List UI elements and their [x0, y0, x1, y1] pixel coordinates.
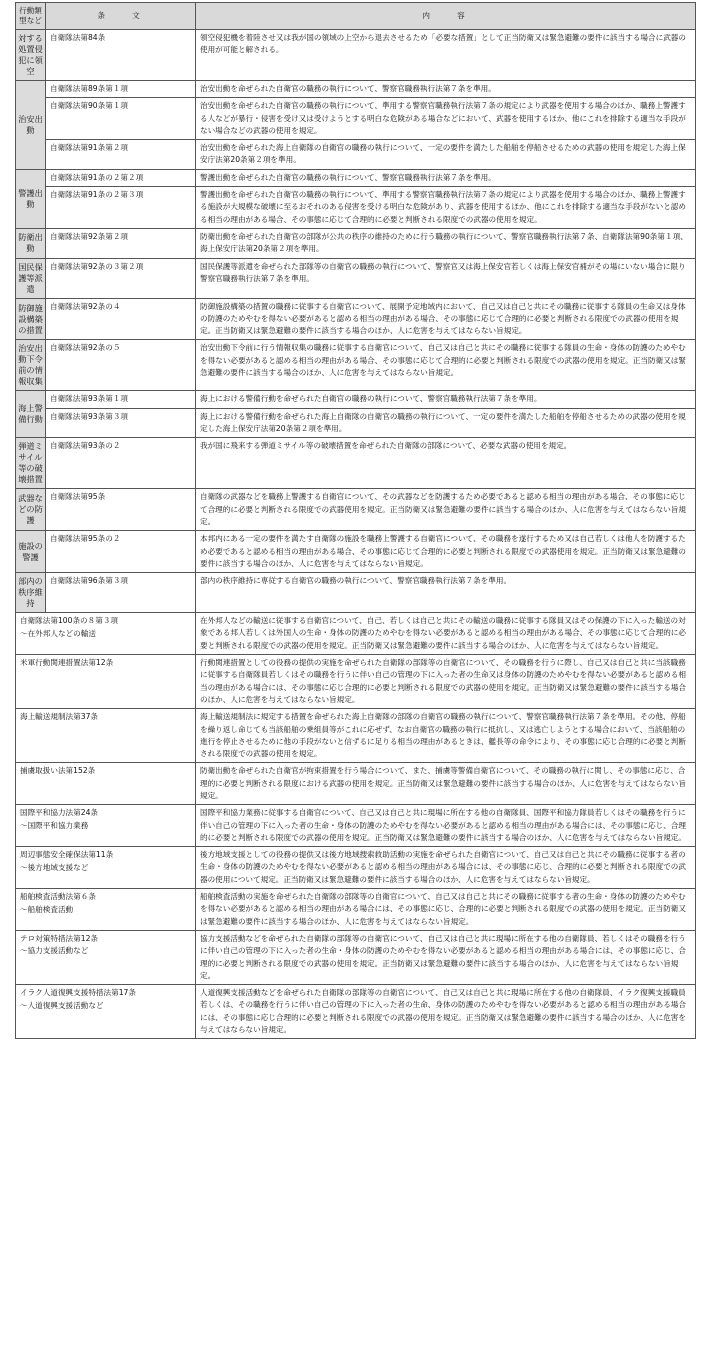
content-cell: 海上における警備行動を命ぜられた自衛官の職務の執行について、警察官職務執行法第７条を準用。	[196, 391, 696, 408]
weapons-use-table	[15, 2, 696, 1039]
category-cell: 対する処置侵犯に領空	[16, 30, 46, 81]
content-cell: 治安出動を命ぜられた自衛官の職務の執行について、警察官職務執行法第７条を準用。	[196, 81, 696, 98]
category-cell: 防衛出動	[16, 228, 46, 258]
category-cell: 部内の秩序維持	[16, 573, 46, 613]
table-row	[16, 889, 696, 931]
table-row	[16, 489, 696, 531]
table-row	[16, 613, 696, 655]
article-cell: 国際平和協力法第24条 ～国際平和協力業務	[16, 805, 196, 847]
table-row	[16, 258, 696, 298]
article-cell: 自衛隊法第92条の４	[46, 298, 196, 340]
content-cell: 海上輸送規制法に規定する措置を命ぜられた海上自衛隊の部隊の自衛官の職務の執行について、警察官職務執行法第７条を準用。その他、停船を繰り返し命じても当該船舶の乗組員等がこれに応ぜず、なお自衛官の職務の執行に抵抗し、又は逃亡しようとする場合において、当該船舶の進行を停止させるために他の手段がないと信ずるに足りる相当の理由があるときは、艦長等の命令により、その事態に応じ合理的に必要と判断される限度での武器の使用を規定。	[196, 709, 696, 763]
table-row	[16, 847, 696, 889]
table-body	[16, 30, 696, 1039]
article-cell: 自衛隊法第84条	[46, 30, 196, 81]
table-row	[16, 298, 696, 340]
article-cell: イラク人道復興支援特措法第17条 ～人道復興支援活動など	[16, 985, 196, 1039]
article-cell: 海上輸送規制法第37条	[16, 709, 196, 763]
category-cell: 治安出動	[16, 81, 46, 170]
content-cell: 自衛隊の武器などを職務上警護する自衛官について、その武器などを防護するため必要であると認める相当の理由がある場合、その事態に応じて合理的に必要と判断される限度での武器使用を規定。正当防衛又は緊急避難の要件に該当する場合のほか、人に危害を与えてはならない旨規定。	[196, 489, 696, 531]
article-cell: 自衛隊法第95条	[46, 489, 196, 531]
article-cell: 自衛隊法第93条第１項	[46, 391, 196, 408]
content-cell: 行動関連措置としての役務の提供の実施を命ぜられた自衛隊の部隊等の自衛官について、その職務を行うに際し、自己又は自己と共に当該職務に従事する自衛隊員若しくはその職務を行うに伴い自己の管理の下に入った者の生命又は身体の防護のためやむを得ない必要があると認める相当の理由がある場合には、その事態に応じ合理的に必要と判断される限度での武器の使用を規定。正当防衛又は緊急避難の要件に該当する場合のほか、人に危害を与えてはならない旨規定。	[196, 655, 696, 709]
category-cell: 治安出動下令前の情報収集	[16, 340, 46, 391]
content-cell: 人道復興支援活動などを命ぜられた自衛隊の部隊等の自衛官について、自己又は自己と共に現場に所在する他の自衛隊員、イラク復興支援職員若しくは、その職務を行うに伴い自己の管理の下に入った者の生命、身体の防護のためやむを得ない必要があると認める相当の理由がある場合には、その事態に応じ合理的に必要と判断される限度での武器の使用を規定。正当防衛又は緊急避難の要件に該当する場合のほか、人に危害を与えてはならない旨規定。	[196, 985, 696, 1039]
table-header	[16, 3, 696, 30]
category-cell: 弾道ミサイル等の破壊措置	[16, 438, 46, 489]
content-cell: 防御施設構築の措置の職務に従事する自衛官について、展開予定地域内において、自己又は自己と共にその職務に従事する隊員の生命又は身体の防護のためやむを得ない必要があると認める相当の理由がある場合、その事態に応じて合理的に必要と判断される限度での武器の使用を規定。正当防衛又は緊急避難の要件に該当する場合のほか、人に危害を与えてはならない旨規定。	[196, 298, 696, 340]
article-cell: 自衛隊法第91条の２第２項	[46, 169, 196, 186]
content-cell: 国民保護等派遣を命ぜられた部隊等の自衛官の職務の執行について、警察官又は海上保安官若しくは海上保安官補がその場にいない場合に限り警察官職務執行法第７条を準用。	[196, 258, 696, 298]
table-row	[16, 438, 696, 489]
category-cell: 武器などの防護	[16, 489, 46, 531]
content-cell: 部内の秩序維持に専従する自衛官の職務の執行について、警察官職務執行法第７条を準用。	[196, 573, 696, 613]
table-row	[16, 187, 696, 229]
article-cell: 自衛隊法第92条の５	[46, 340, 196, 391]
table-row	[16, 140, 696, 170]
table-row	[16, 340, 696, 391]
content-cell: 国際平和協力業務に従事する自衛官について、自己又は自己と共に現場に所在する他の自衛隊員、国際平和協力隊員若しくはその職務を行うに伴い自己の管理の下に入った者の生命・身体の防護のためやむを得ない必要があると認める相当の理由がある場合には、その事態に応じ、合理的に必要と判断される限度での武器の使用を規定。正当防衛又は緊急避難の要件に該当する場合のほか、人に危害を与えてはならない旨規定。	[196, 805, 696, 847]
header-category: 行動類型など	[16, 3, 46, 30]
category-cell: 海上警備行動	[16, 391, 46, 438]
content-cell: 我が国に飛来する弾道ミサイル等の破壊措置を命ぜられた自衛隊の部隊について、必要な武器の使用を規定。	[196, 438, 696, 489]
article-cell: 自衛隊法第91条第２項	[46, 140, 196, 170]
header-article: 条 文	[46, 3, 196, 30]
content-cell: 治安出動を命ぜられた自衛官の職務の執行について、準用する警察官職務執行法第７条の規定により武器を使用する場合のほか、職務上警護する人などが暴行・侵害を受け又は受けようとする明白な危険がある場合などにおいて、武器を使用するほか、他にこれを排除する適当な手段がない場合などの武器の使用を規定。	[196, 98, 696, 140]
category-cell: 施設の警護	[16, 531, 46, 573]
category-cell: 防御施設構築の措置	[16, 298, 46, 340]
article-cell: 自衛隊法第93条第３項	[46, 408, 196, 438]
article-cell: テロ対策特措法第12条 ～協力支援活動など	[16, 930, 196, 984]
article-cell: 自衛隊法第96条第３項	[46, 573, 196, 613]
header-content: 内 容	[196, 3, 696, 30]
article-cell: 自衛隊法第95条の２	[46, 531, 196, 573]
article-cell: 自衛隊法第93条の２	[46, 438, 196, 489]
table-row	[16, 30, 696, 81]
table-row	[16, 391, 696, 408]
table-row	[16, 573, 696, 613]
content-cell: 本邦内にある一定の要件を満たす自衛隊の施設を職務上警護する自衛官について、その職務を遂行するため又は自己若しくは他人を防護するため必要であると認める相当の理由がある場合、その事態に応じて合理的に必要と判断される限度での武器使用を規定。正当防衛又は緊急避難の要件に該当する場合のほか、人に危害を与えてはならない旨規定。	[196, 531, 696, 573]
table-row	[16, 985, 696, 1039]
table-row	[16, 655, 696, 709]
content-cell: 海上における警備行動を命ぜられた海上自衛隊の自衛官の職務の執行について、一定の要件を満たした船舶を停船させるための武器の使用を規定した海上保安庁法第20条第２項を準用。	[196, 408, 696, 438]
article-cell: 自衛隊法第92条の３第２項	[46, 258, 196, 298]
article-cell: 船舶検査活動法第６条 ～船舶検査活動	[16, 889, 196, 931]
table-row	[16, 81, 696, 98]
table-row	[16, 228, 696, 258]
content-cell: 警護出動を命ぜられた自衛官の職務の執行について、準用する警察官職務執行法第７条の規定により武器を使用する場合のほか、職務上警護する施設が大規模な破壊に至るおそれのある侵害を受ける明白な危険があり、武器を使用するほか、他にこれを排除する適当な手段がないと認める相当の理由がある場合、その事態に応じて合理的に必要と判断される限度での武器の使用を規定。	[196, 187, 696, 229]
table-row	[16, 531, 696, 573]
content-cell: 後方地域支援としての役務の提供又は後方地域捜索救助活動の実施を命ぜられた自衛官について、自己又は自己と共にその職務に従事する者の生命・身体の防護のためやむを得ない必要があると認める相当の理由がある場合には、その事態に応じ、合理的に必要と判断される限度での武器の使用について規定。正当防衛又は緊急避難の要件に該当する場合のほか、人に危害を与えてはならない旨規定。	[196, 847, 696, 889]
content-cell: 治安出動下令前に行う情報収集の職務に従事する自衛官について、自己又は自己と共にその職務に従事する隊員の生命・身体の防護のためやむを得ない必要があると認める相当の理由がある場合、その事態に応じて合理的に必要と判断される限度での武器の使用を規定。正当防衛又は緊急避難の要件に該当する場合のほか、人に危害を与えてはならない旨規定。	[196, 340, 696, 391]
content-cell: 防衛出動を命ぜられた自衛官が拘束措置を行う場合について、また、捕虜等警備自衛官について、その職務の執行に関し、その事態に応じ、合理的に必要と判断される限度における武器の使用を規定。正当防衛又は緊急避難の要件に該当する場合のほか、人に危害を与えてはならない旨規定。	[196, 763, 696, 805]
table-row	[16, 408, 696, 438]
category-cell: 国民保護等派遣	[16, 258, 46, 298]
content-cell: 防衛出動を命ぜられた自衛官の部隊が公共の秩序の維持のために行う職務の執行について、警察官職務執行法第７条、自衛隊法第90条第１項、海上保安庁法第20条第２項を準用。	[196, 228, 696, 258]
table-row	[16, 805, 696, 847]
article-cell: 自衛隊法第91条の２第３項	[46, 187, 196, 229]
article-cell: 自衛隊法第100条の８第３項 ～在外邦人などの輸送	[16, 613, 196, 655]
table-row	[16, 169, 696, 186]
table-row	[16, 763, 696, 805]
table-row	[16, 98, 696, 140]
article-cell: 米軍行動関連措置法第12条	[16, 655, 196, 709]
article-cell: 自衛隊法第89条第１項	[46, 81, 196, 98]
content-cell: 領空侵犯機を着陸させ又は我が国の領域の上空から退去させるため「必要な措置」として正当防衛又は緊急避難の要件に該当する場合に武器の使用が可能と解される。	[196, 30, 696, 81]
content-cell: 協力支援活動などを命ぜられた自衛隊の部隊等の自衛官について、自己又は自己と共に現場に所在する他の自衛隊員、若しくはその職務を行うに伴い自己の管理の下に入った者の生命・身体の防護のためやむを得ない必要があると認める相当の理由がある場合には、その事態に応じ、合理的に必要と判断される限度での武器の使用を規定。正当防衛又は緊急避難の要件に該当する場合のほか、人に危害を与えてはならない旨規定。	[196, 930, 696, 984]
content-cell: 警護出動を命ぜられた自衛官の職務の執行について、警察官職務執行法第７条を準用。	[196, 169, 696, 186]
article-cell: 周辺事態安全確保法第11条 ～後方地域支援など	[16, 847, 196, 889]
article-cell: 自衛隊法第92条第２項	[46, 228, 196, 258]
content-cell: 治安出動を命ぜられた海上自衛隊の自衛官の職務の執行について、一定の要件を満たした船舶を停船させるための武器の使用を規定した海上保安庁法第20条第２項を準用。	[196, 140, 696, 170]
content-cell: 船舶検査活動の実施を命ぜられた自衛隊の部隊等の自衛官について、自己又は自己と共にその職務に従事する者の生命・身体の防護のためやむを得ない必要があると認める相当の理由がある場合には、その事態に応じ、合理的に必要と判断される限度での武器の使用を規定。正当防衛又は緊急避難の要件に該当する場合のほか、人に危害を与えてはならない旨規定。	[196, 889, 696, 931]
category-cell: 警護出動	[16, 169, 46, 228]
content-cell: 在外邦人などの輸送に従事する自衛官について、自己、若しくは自己と共にその輸送の職務に従事する隊員又はその保護の下に入った輸送の対象である邦人若しくは外国人の生命・身体の防護のためやむを得ない必要があると認める相当の理由がある場合、その事態に応じて合理的に必要と判断される限度での武器の使用を規定。正当防衛又は緊急避難の要件に該当する場合のほか、人に危害を与えてはならない旨規定。	[196, 613, 696, 655]
article-cell: 自衛隊法第90条第１項	[46, 98, 196, 140]
article-cell: 捕虜取扱い法第152条	[16, 763, 196, 805]
table-row	[16, 709, 696, 763]
table-row	[16, 930, 696, 984]
